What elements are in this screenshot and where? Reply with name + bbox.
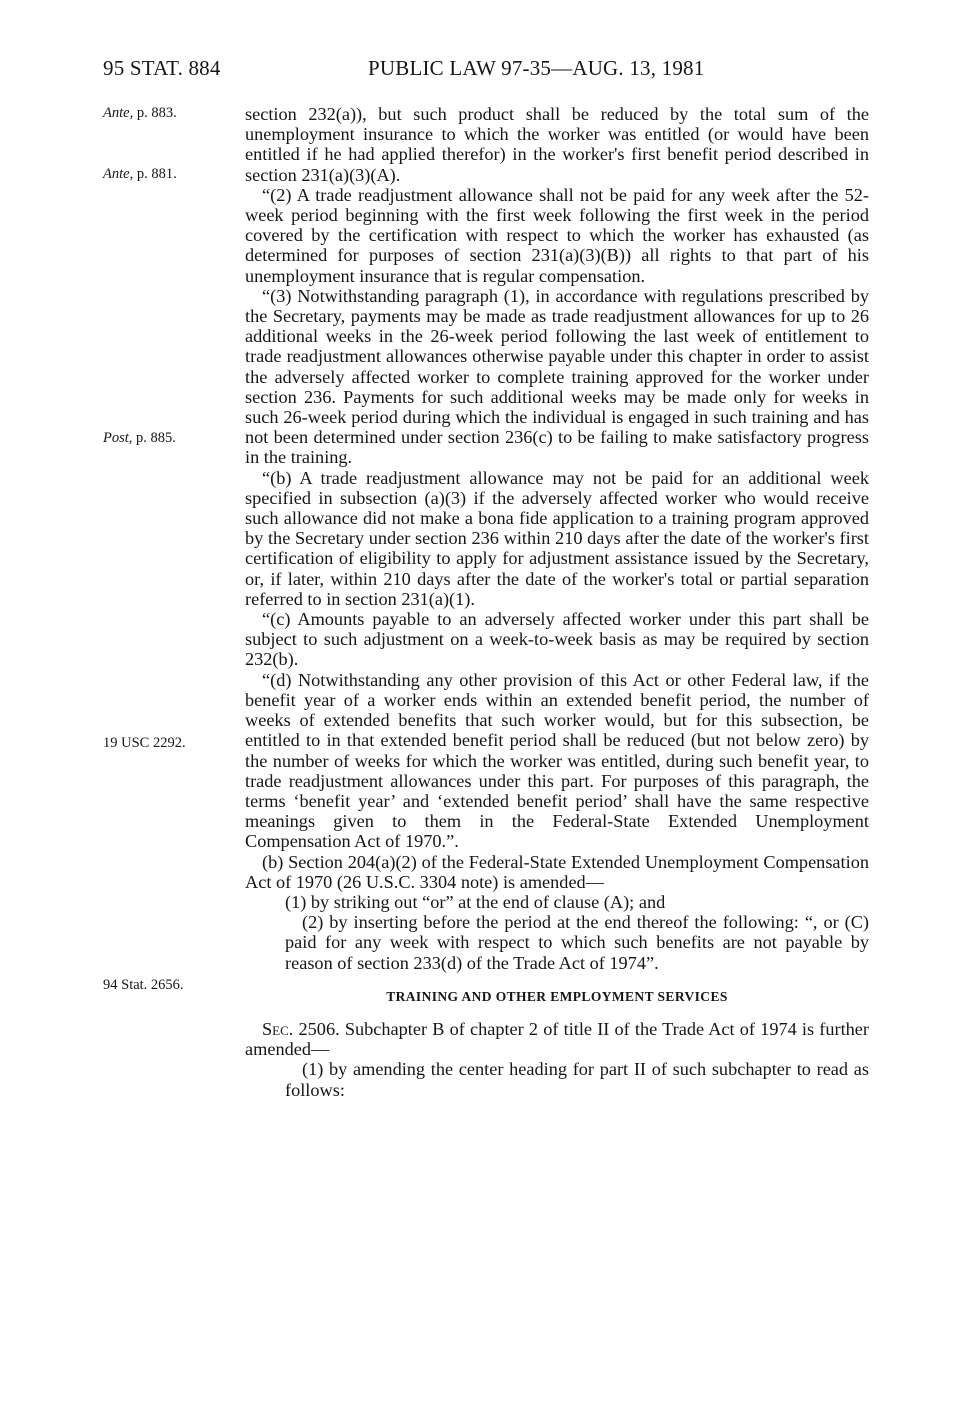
subsection-b: “(b) A trade readjustment allowance may not be paid for an additional week specified in subsection (a)(3) if the adversely affected worker who would receive such allowance did not make a bona fide application to a training program approved by the Secretary under section 236 within 210 days after the date of the worker's first certification of eligibility to apply for adjustment assistance issued by the Secretary, or, if later, within 210 days after the date of the worker's total or partial separation referred to in section 231(a)(1).: [245, 467, 869, 609]
section-2506: [245, 1019, 869, 1059]
margin-note-usc-2292: [103, 735, 186, 752]
amendment-clause-2: (2) by inserting before the period at the end thereof the following: “, or (C) paid for any week with respect to which such benefits are not payable by reason of section 233(d) of the Trade Act of 1974”.: [285, 912, 869, 973]
margin-note-page: p. 881.: [133, 166, 177, 182]
margin-note-page: 19 USC 2292.: [103, 735, 186, 751]
margin-note-page: 94 Stat. 2656.: [103, 977, 184, 993]
public-law-title: PUBLIC LAW 97-35—AUG. 13, 1981: [368, 56, 705, 80]
subsection-c: “(c) Amounts payable to an adversely affected worker under this part shall be subject to such adjustment on a week-to-week basis as may be required by section 232(b).: [245, 609, 869, 670]
margin-note-ante-881: [103, 166, 177, 183]
paragraph-a2: “(2) A trade readjustment allowance shall not be paid for any week after the 52-week period beginning with the first week following the first week in the period covered by the certification with respect to which the worker has exhausted (as determined for purposes of section 231(a)(3)(B)) all rights to that part of his unemployment insurance that is regular compensation.: [245, 184, 869, 286]
amendment-clause-2506-1: (1) by amending the center heading for part II of such subchapter to read as follows:: [285, 1059, 869, 1100]
margin-note-post-885: [103, 430, 176, 447]
margin-note-label: Post,: [103, 430, 133, 446]
subsection-d: “(d) Notwithstanding any other provision of this Act or other Federal law, if the benefit year of a worker ends within an extended benefit period, the number of weeks of extended benefits that such worker would, but for this subsection, be entitled to in that extended benefit period shall be reduced (but not below zero) by the number of weeks for which the worker was entitled, during such benefit year, to trade readjustment allowances under this part. For purposes of this paragraph, the terms ‘benefit year’ and ‘extended benefit period’ shall have the same respective meanings given to them in the Federal-State Extended Unemployment Compensation Act of 1970.”.: [245, 669, 869, 852]
page-header: [103, 56, 873, 86]
amendment-clause-1: (1) by striking out “or” at the end of clause (A); and: [285, 891, 666, 912]
margin-note-page: p. 883.: [133, 105, 177, 121]
margin-note-label: Ante,: [103, 166, 134, 182]
margin-note-ante-883: [103, 105, 177, 122]
margin-note-stat-2656: [103, 977, 184, 994]
section-heading: TRAINING AND OTHER EMPLOYMENT SERVICES: [386, 988, 728, 1004]
paragraph-continuation: section 232(a)), but such product shall be reduced by the total sum of the unemployment insurance to which the worker was entitled (or would have been entitled if he had applied therefor) in the worker's first benefit period described in section 231(a)(3)(A).: [245, 104, 869, 185]
statute-page-reference: 95 STAT. 884: [103, 56, 221, 80]
margin-note-page: p. 885.: [132, 430, 176, 446]
paragraph-a3: “(3) Notwithstanding paragraph (1), in accordance with regulations prescribed by the Secretary, payments may be made as trade readjustment allowances for up to 26 additional weeks in the 26-week period following the last week of entitlement to trade readjustment allowances otherwise payable under this chapter in order to assist the adversely affected worker to complete training approved for the worker under section 236. Payments for such additional weeks may be made only for weeks in such 26-week period during which the individual is engaged in such training and has not been determined under section 236(c) to be failing to make satisfactory progress in the training.: [245, 285, 869, 468]
body-text: [245, 104, 869, 1100]
amendment-b: (b) Section 204(a)(2) of the Federal-State Extended Unemployment Compensation Act of 1970 (26 U.S.C. 3304 note) is amended—: [245, 851, 869, 892]
section-label: Sec.: [262, 1018, 294, 1039]
margin-note-label: Ante,: [103, 105, 134, 121]
section-2506-text: 2506. Subchapter B of chapter 2 of title II of the Trade Act of 1974 is further amended—: [245, 1018, 869, 1060]
